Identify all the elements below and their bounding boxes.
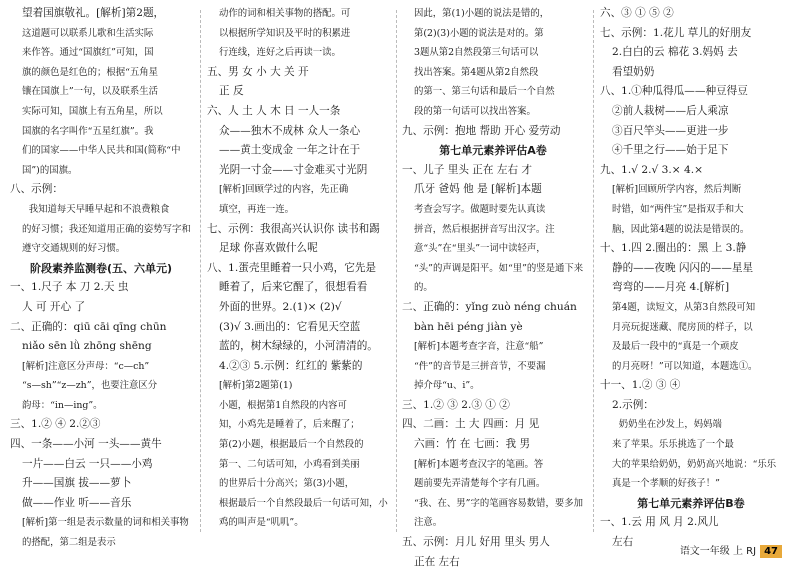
text-line: 六、③ ① ⑤ ② xyxy=(600,7,674,19)
text-line: 找出答案。第4题从第2自然段 xyxy=(414,66,539,78)
text-line: 2.示例： xyxy=(612,398,654,411)
text-line: 睡着了，后来它醒了，很想看看 xyxy=(219,281,368,294)
column-divider xyxy=(593,10,594,532)
text-line: 正在 左右 xyxy=(414,555,460,568)
text-line: 旗的颜色是红色的；根据“五角星 xyxy=(22,66,159,78)
text-line: 拼音，然后根据拼音写出汉字。注 xyxy=(414,223,555,235)
text-line: 韵母：“in—ing”。 xyxy=(22,399,103,411)
text-line: 题前要先弄清楚每个字有几画。 xyxy=(414,478,546,490)
text-line: 七、示例：1.花儿 草儿的好朋友 xyxy=(600,26,752,39)
text-line: 四、二画：土 大 四画：月 见 xyxy=(402,418,540,431)
text-line: 外面的世界。2.(1)× (2)√ xyxy=(219,300,342,313)
column-4 xyxy=(600,4,782,553)
column-2 xyxy=(207,4,389,533)
text-line: 一、1.尺子 本 刀 2.天 虫 xyxy=(10,281,129,294)
text-line: 动作的词和相关事物的搭配。可 xyxy=(219,8,351,19)
column-divider xyxy=(396,10,397,532)
column-1 xyxy=(10,4,192,553)
text-line: 月亮玩捉迷藏、爬房顶的样子，以 xyxy=(612,321,753,333)
section-heading: 第七单元素养评估A卷 xyxy=(439,144,547,158)
text-line: [解析]本题考查字音，注意“船” xyxy=(414,341,544,353)
text-line: 第4题，读短文，从第3自然段可知 xyxy=(612,301,756,313)
text-line: 五、男 女 小 大 关 开 xyxy=(207,65,309,78)
text-line: (3)√ 3.画出的：它看见天空蓝 xyxy=(219,320,361,333)
text-line: ③百尺竿头——更进一步 xyxy=(612,124,729,137)
text-line: 考查会写字。做题时要先认真读 xyxy=(414,203,546,215)
text-line: 掉介母“u、i”。 xyxy=(414,380,480,392)
text-line: 遵守交通规则的好习惯。 xyxy=(22,243,126,255)
text-line: 左右 xyxy=(612,536,634,549)
text-line: 升——国旗 拔——萝卜 xyxy=(22,477,132,490)
text-line: 的第一、第三句话和最后一个自然 xyxy=(414,86,555,98)
text-line: 望着国旗敬礼。[解析]第2题， xyxy=(22,7,165,19)
text-line: 的好习惯；我还知道用正确的姿势写字和 xyxy=(22,223,191,235)
text-line: bàn hēi péng jiàn yè xyxy=(414,320,523,333)
text-line: 的月亮呀！”可以知道，本题选①。 xyxy=(612,360,758,372)
text-line: 六、人 土 人 木 日 一人一条 xyxy=(207,104,341,117)
text-line: 奶奶坐在沙发上，妈妈端 xyxy=(618,419,722,431)
text-line: niǎo sēn lǜ zhōng shēng xyxy=(22,340,152,353)
text-line: 4.②③ 5.示例：红红的 紫紫的 xyxy=(219,359,363,372)
text-line: [解析]第一组是表示数量的词和相关事物的搭配，第二组是表示 xyxy=(22,517,189,549)
text-line: 四、一条——小河 一头——黄牛 xyxy=(10,438,162,451)
text-line: 来了苹果。乐乐挑选了一个最 xyxy=(612,439,734,451)
text-line: 八、1.蛋壳里睡着一只小鸡，它先是 xyxy=(207,261,377,274)
page-footer xyxy=(680,542,782,558)
text-line: 知，小鸡先是睡着了，后来醒了； xyxy=(219,419,360,431)
text-line: 人 可 开心 了 xyxy=(22,300,86,313)
column-3 xyxy=(402,4,584,572)
text-line: 填空，再连一连。 xyxy=(219,203,295,215)
text-line: 八、1.①种瓜得瓜——种豆得豆 xyxy=(600,85,748,98)
text-line: “件”的音节是三拼音节，不要漏 xyxy=(414,360,546,372)
text-line: 脑，因此第4题的说法是错误的。 xyxy=(612,223,750,235)
text-line: 爪牙 爸妈 他 是 [解析]本题 xyxy=(414,183,542,196)
text-line: 十一、1.② ③ ④ xyxy=(600,379,681,392)
text-line: 正 反 xyxy=(219,85,244,98)
text-line: [解析]第2题第(1) xyxy=(219,380,293,392)
text-line: “头”的声调是阳平。如“里”的竖是通下来的。 xyxy=(414,262,584,294)
text-line: 意“头”在“里头”一词中读轻声， xyxy=(414,243,546,255)
text-line: 八、示例： xyxy=(10,183,63,196)
text-line: 众——独木不成林 众人一条心 xyxy=(219,124,361,137)
text-line: 第(2)(3)小题的说法是对的。第 xyxy=(414,27,544,39)
text-line: 静的——夜晚 闪闪的——星星 xyxy=(612,261,754,274)
text-line: ——黄土变成金 一年之计在于 xyxy=(219,144,361,157)
text-line: 段的第一句话可以找出答案。 xyxy=(414,105,536,117)
text-line: 这道题可以联系儿歌和生活实际 xyxy=(22,27,154,39)
text-line: 一、1.云 用 风 月 2.风儿 xyxy=(600,516,719,529)
text-line: 二、正确的：yǐng zuò néng chuán xyxy=(402,300,577,313)
text-line: 以根据所学知识及平时的积累进 xyxy=(219,27,351,39)
text-line: [解析]回顾学过的内容，先正确 xyxy=(219,184,349,196)
text-line: 足球 你喜欢做什么呢 xyxy=(219,242,318,255)
text-line: 一、儿子 里头 正在 左右 才 xyxy=(402,163,533,176)
text-line: 五、示例：月儿 好用 里头 男人 xyxy=(402,536,550,549)
text-line: 小题，根据第1自然段的内容可 xyxy=(219,399,347,411)
text-line: 六画：竹 在 七画：我 男 xyxy=(414,438,531,451)
text-line: 光阴一寸金——寸金难买寸光阴 xyxy=(219,163,368,176)
text-line: 时错，如“两件宝”是指双手和大 xyxy=(612,203,744,215)
text-line: 一片——白云 一只——小鸡 xyxy=(22,457,153,470)
text-line: 看望奶奶 xyxy=(612,65,655,78)
text-line: 二、正确的：qiū cāi qīng chūn xyxy=(10,320,167,333)
text-line: 做——作业 听——音乐 xyxy=(22,496,132,509)
text-line: 行连线，连好之后再读一读。 xyxy=(219,47,341,59)
text-line: 七、示例：我很高兴认识你 读书和踢 xyxy=(207,222,380,235)
text-line: 第(2)小题，根据最后一个自然段的 xyxy=(219,439,364,451)
text-line: 弯弯的——月亮 4.[解析] xyxy=(612,281,730,294)
text-line: [解析]注意区分声母：“c—ch” xyxy=(22,360,150,372)
text-line: ④千里之行——始于足下 xyxy=(612,144,729,157)
text-line: 大的苹果给奶奶，奶奶高兴地说：“乐乐真是一个孝顺的好孩子！” xyxy=(612,458,777,490)
text-line: 来作答。通过“国旗红”可知，国 xyxy=(22,47,154,59)
text-line: 的世界后十分高兴；第(3)小题， xyxy=(219,478,355,490)
section-heading: 第七单元素养评估B卷 xyxy=(637,496,745,510)
text-line: 九、示例：抱地 帮助 开心 爱劳动 xyxy=(402,124,561,137)
column-divider xyxy=(200,10,201,532)
text-line: “我、在、男”字的笔画容易数错，要多加注意。 xyxy=(414,497,583,529)
text-line: 我知道每天早睡早起和不浪费粮食 xyxy=(28,203,170,215)
text-line: 十、1.四 2.圈出的：黑 上 3.静 xyxy=(600,242,747,255)
page-number: 47 xyxy=(760,545,782,558)
text-line: 实际可知，国旗上有五角星，所以 xyxy=(22,105,163,117)
text-line: [解析]回顾所学内容，然后判断 xyxy=(612,184,742,196)
text-line: 根据最后一个自然段最后一句话可知，小鸡的叫声是“叽叽”。 xyxy=(219,497,388,529)
text-line: 镶在国旗上”一句，以及联系生活 xyxy=(22,86,159,98)
text-line: 三、1.② ③ 2.③ ① ② xyxy=(402,398,510,411)
text-line: 九、1.√ 2.√ 3.× 4.× xyxy=(600,163,703,176)
text-line: 国旗的名字叫作“五星红旗”。我 xyxy=(22,125,154,137)
text-line: 蓝的，树木绿绿的，小河清清的。 xyxy=(219,340,378,353)
text-line: 因此，第(1)小题的说法是错的， xyxy=(414,8,550,19)
text-line: “s—sh”“z—zh”，也要注意区分 xyxy=(22,380,158,392)
text-line: 及最后一段中的“真是一个顽皮 xyxy=(612,341,739,353)
text-line: 2.白白的云 棉花 3.妈妈 去 xyxy=(612,46,738,59)
text-line: 第一、二句话可知，小鸡看到美丽 xyxy=(219,458,360,470)
text-line: [解析]本题考查汉字的笔画。答 xyxy=(414,458,544,470)
text-line: ②前人栽树——后人乘凉 xyxy=(612,104,729,117)
text-line: 3题从第2自然段第三句话可以 xyxy=(414,47,539,59)
text-line: 们的国家——中华人民共和国(简称“中国”)的国旗。 xyxy=(22,145,181,176)
section-heading: 阶段素养监测卷(五、六单元) xyxy=(29,261,173,275)
text-line: 三、1.② ④ 2.②③ xyxy=(10,418,101,431)
book-label: 语文一年级 上 RJ xyxy=(679,546,757,557)
